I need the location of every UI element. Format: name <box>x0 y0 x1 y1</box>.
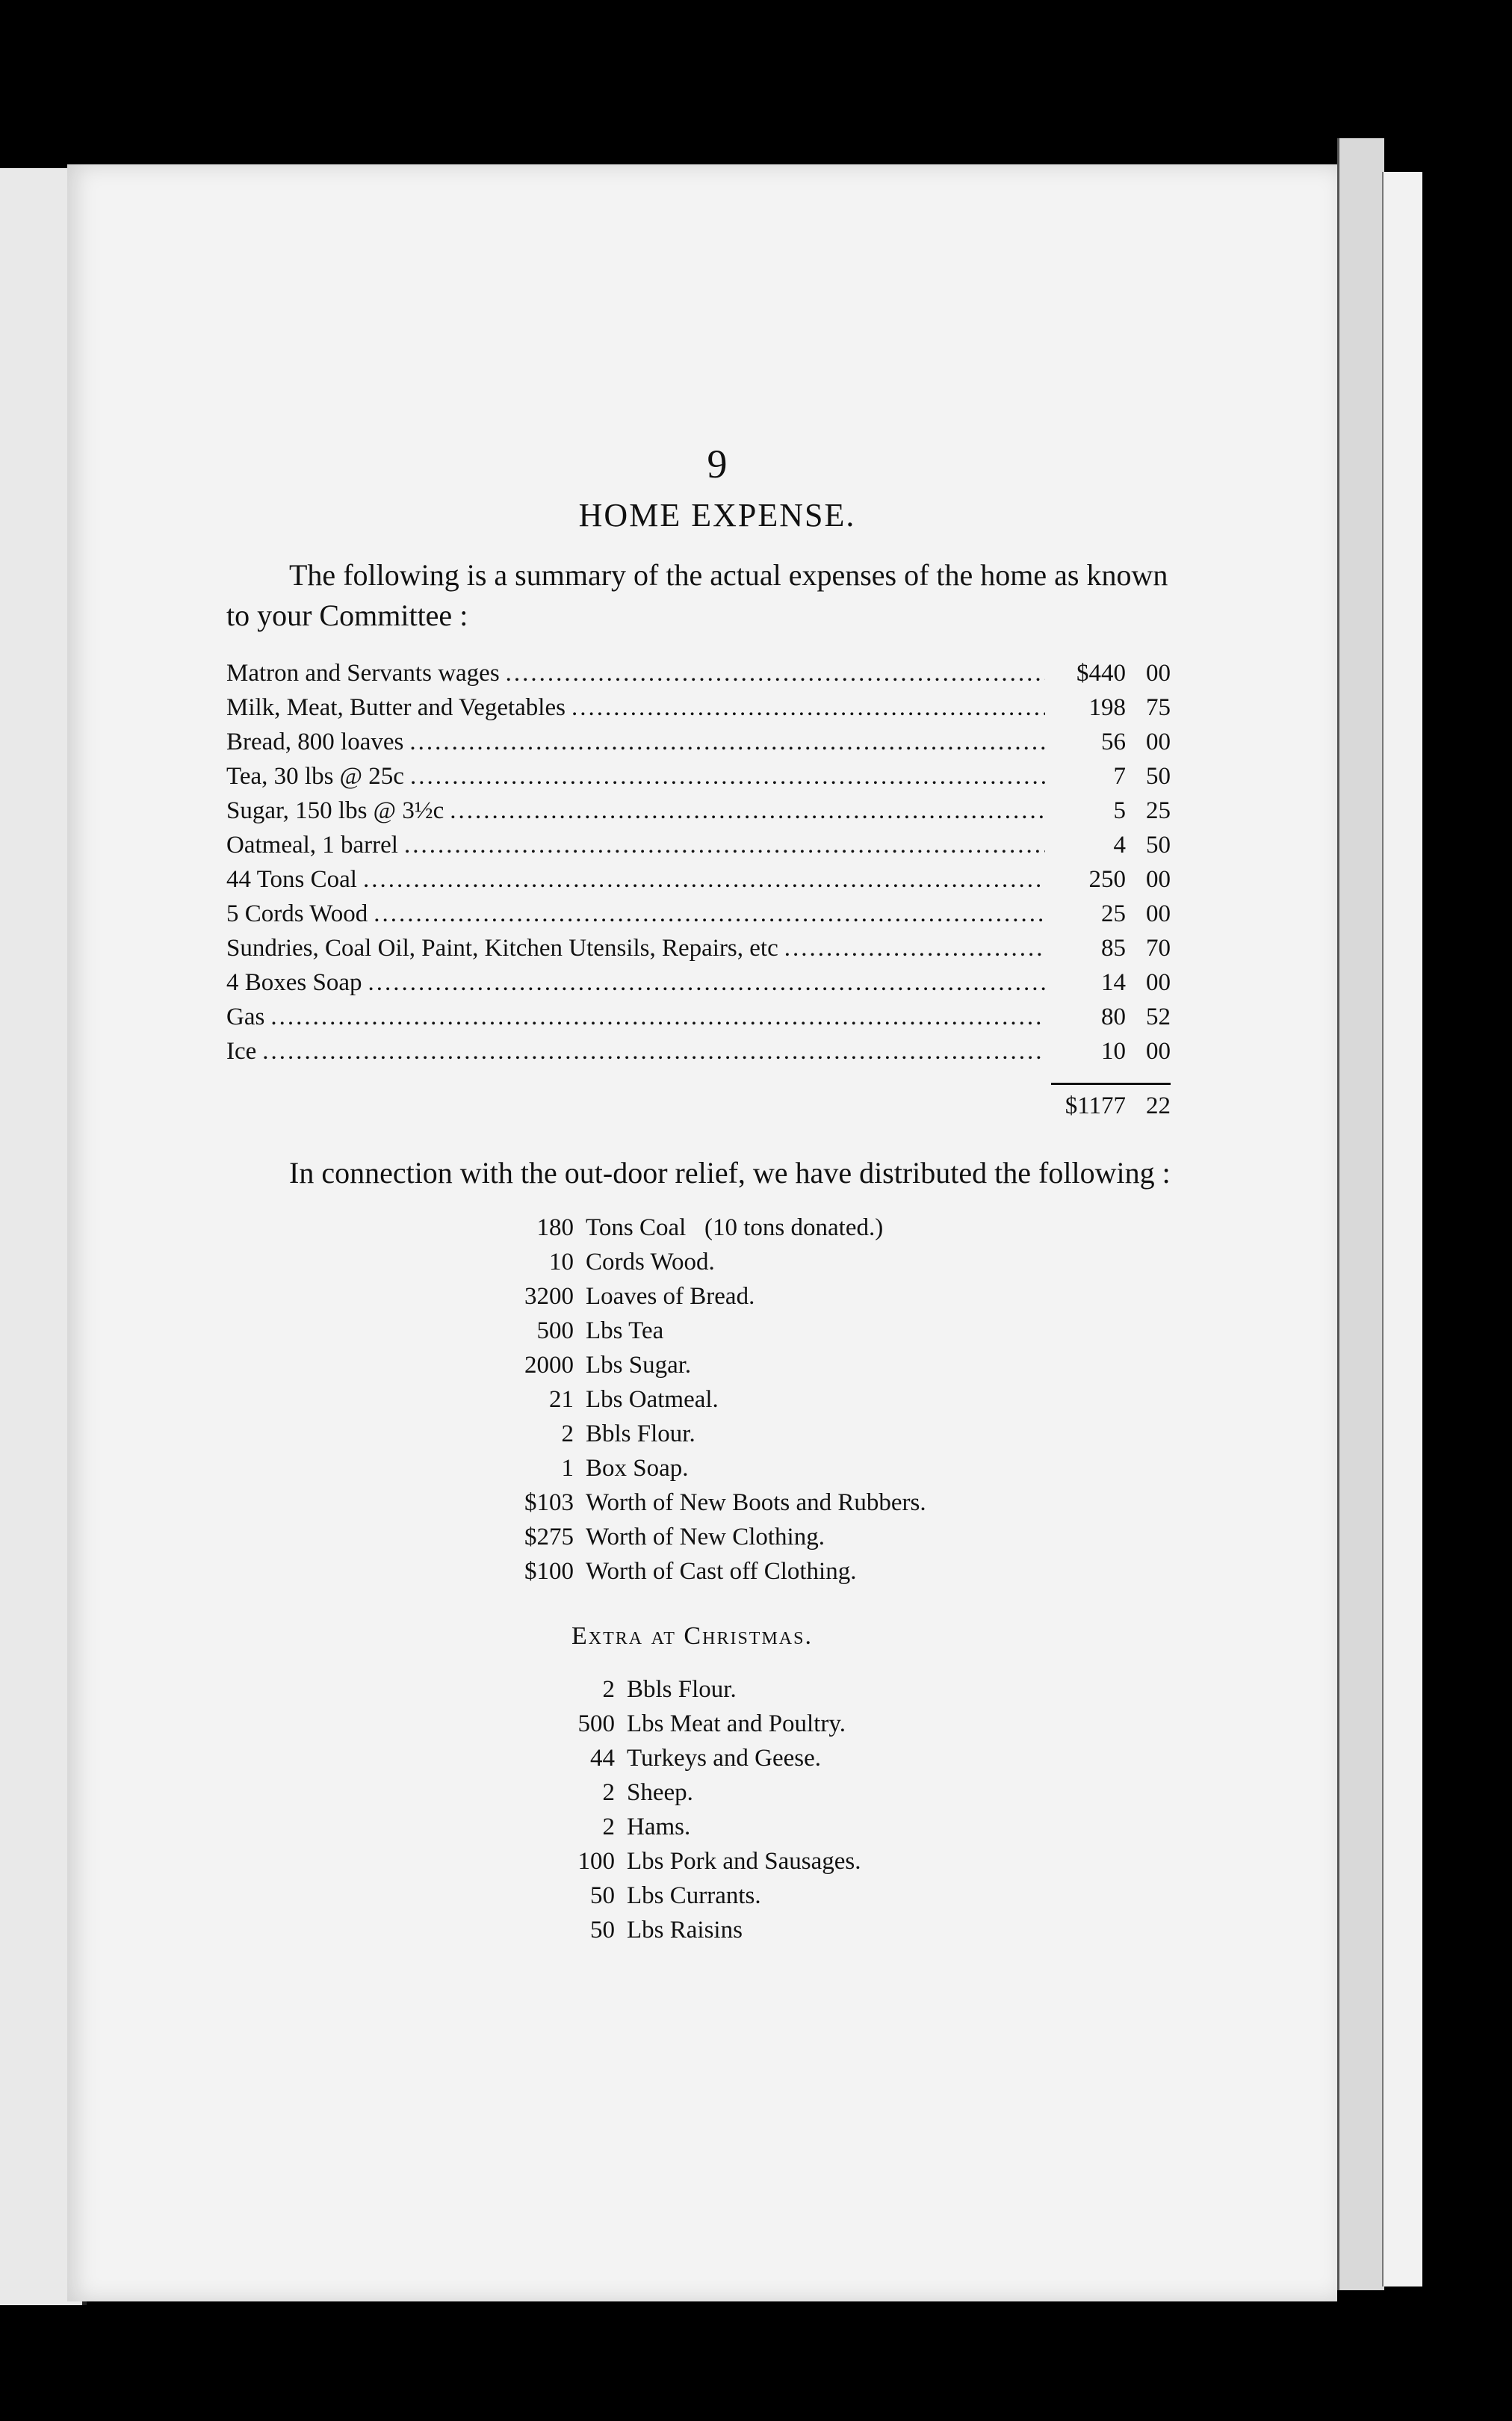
expense-label: Sundries, Coal Oil, Paint, Kitchen Utensils, Repairs, etc <box>226 935 778 962</box>
expense-label: Gas <box>226 1004 265 1030</box>
christmas-item: Lbs Currants. <box>627 1882 761 1909</box>
expense-row <box>226 900 1171 935</box>
expense-dollars: 85 <box>1101 935 1126 962</box>
christmas-qty: 2 <box>602 1814 615 1840</box>
relief-qty: 21 <box>549 1386 574 1413</box>
leader-dots <box>262 1038 1045 1066</box>
christmas-row <box>540 1745 1171 1779</box>
relief-qty: 10 <box>549 1249 574 1276</box>
relief-row <box>473 1214 1171 1249</box>
relief-item: Lbs Oatmeal. <box>586 1386 719 1413</box>
total-rule <box>1051 1083 1171 1120</box>
leader-dots <box>409 729 1045 756</box>
expense-cents: 50 <box>1146 763 1171 790</box>
leader-dots <box>363 866 1045 894</box>
expense-label: Tea, 30 lbs @ 25c <box>226 763 404 790</box>
expense-row <box>226 1004 1171 1038</box>
expense-dollars: 14 <box>1101 969 1126 996</box>
expense-cents: 00 <box>1146 729 1171 755</box>
leader-dots <box>404 832 1045 859</box>
relief-item: Lbs Sugar. <box>586 1352 692 1379</box>
christmas-qty: 44 <box>590 1745 615 1772</box>
relief-qty: 180 <box>536 1214 574 1241</box>
expense-cents: 52 <box>1146 1004 1171 1030</box>
intro-paragraph: The following is a summary of the actual expenses of the home as known to your Committee : <box>226 558 1168 632</box>
christmas-item: Lbs Meat and Poultry. <box>627 1710 846 1737</box>
relief-qty: $100 <box>524 1558 574 1585</box>
relief-item: Worth of New Clothing. <box>586 1524 825 1550</box>
expense-row <box>226 969 1171 1004</box>
relief-row <box>473 1455 1171 1489</box>
expense-dollars: 7 <box>1113 763 1126 790</box>
relief-row <box>473 1317 1171 1352</box>
expense-label: Bread, 800 loaves <box>226 729 404 755</box>
relief-paragraph: In connection with the out-door relief, we have distributed the following : <box>289 1156 1171 1190</box>
expense-dollars: $440 <box>1076 660 1126 687</box>
christmas-qty: 50 <box>590 1882 615 1909</box>
leader-dots <box>374 900 1045 928</box>
expense-cents: 00 <box>1146 969 1171 996</box>
leader-dots <box>368 969 1046 997</box>
expense-cents: 25 <box>1146 797 1171 824</box>
christmas-row <box>540 1814 1171 1848</box>
christmas-row <box>540 1710 1171 1745</box>
christmas-qty: 500 <box>577 1710 615 1737</box>
expense-row <box>226 660 1171 694</box>
expense-cents: 00 <box>1146 660 1171 687</box>
christmas-row <box>540 1779 1171 1814</box>
expense-row <box>226 694 1171 729</box>
expense-row <box>226 763 1171 797</box>
relief-row <box>473 1558 1171 1592</box>
relief-item: Loaves of Bread. <box>586 1283 755 1310</box>
christmas-item: Turkeys and Geese. <box>627 1745 821 1772</box>
christmas-item: Lbs Raisins <box>627 1917 743 1944</box>
expense-label: Ice <box>226 1038 257 1065</box>
relief-item: Cords Wood. <box>586 1249 715 1276</box>
relief-item: Worth of Cast off Clothing. <box>586 1558 857 1585</box>
expense-list <box>226 660 1171 1072</box>
christmas-row <box>540 1917 1171 1951</box>
relief-row <box>473 1386 1171 1420</box>
relief-qty: $275 <box>524 1524 574 1550</box>
expense-row <box>226 832 1171 866</box>
expense-label: 44 Tons Coal <box>226 866 357 893</box>
leader-dots <box>410 763 1045 791</box>
relief-qty: 2 <box>561 1420 574 1447</box>
relief-qty: 500 <box>536 1317 574 1344</box>
expense-total <box>226 1083 1171 1120</box>
section-title: HOME EXPENSE. <box>578 497 856 534</box>
expense-cents: 75 <box>1146 694 1171 721</box>
relief-row <box>473 1489 1171 1524</box>
expense-row <box>226 729 1171 763</box>
expense-dollars: 10 <box>1101 1038 1126 1065</box>
relief-qty: 3200 <box>524 1283 574 1310</box>
expense-dollars: 25 <box>1101 900 1126 927</box>
expense-row <box>226 797 1171 832</box>
expense-label: 5 Cords Wood <box>226 900 368 927</box>
relief-list <box>473 1214 1171 1592</box>
relief-row <box>473 1283 1171 1317</box>
total-cents: 22 <box>1146 1092 1171 1119</box>
expense-cents: 00 <box>1146 1038 1171 1065</box>
expense-label: Sugar, 150 lbs @ 3½c <box>226 797 444 824</box>
expense-label: Milk, Meat, Butter and Vegetables <box>226 694 566 721</box>
christmas-row <box>540 1676 1171 1710</box>
expense-cents: 70 <box>1146 935 1171 962</box>
christmas-qty: 2 <box>602 1779 615 1806</box>
expense-dollars: 5 <box>1113 797 1126 824</box>
expense-label: 4 Boxes Soap <box>226 969 362 996</box>
relief-row <box>473 1524 1171 1558</box>
expense-dollars: 4 <box>1113 832 1126 859</box>
christmas-qty: 2 <box>602 1676 615 1703</box>
relief-qty: 1 <box>561 1455 574 1482</box>
christmas-qty: 50 <box>590 1917 615 1944</box>
leader-dots <box>450 797 1045 825</box>
document-page <box>67 164 1337 2301</box>
expense-cents: 50 <box>1146 832 1171 859</box>
expense-dollars: 80 <box>1101 1004 1126 1030</box>
christmas-item: Sheep. <box>627 1779 693 1806</box>
relief-qty: $103 <box>524 1489 574 1516</box>
page-number: 9 <box>707 442 728 486</box>
expense-row <box>226 935 1171 969</box>
expense-cents: 00 <box>1146 900 1171 927</box>
total-dollars: $1177 <box>1065 1092 1126 1119</box>
expense-dollars: 56 <box>1101 729 1126 755</box>
expense-label: Matron and Servants wages <box>226 660 500 687</box>
relief-item: Box Soap. <box>586 1455 689 1482</box>
leader-dots <box>571 694 1045 722</box>
christmas-row <box>540 1882 1171 1917</box>
next-page-edge-outer <box>1382 172 1422 2286</box>
expense-dollars: 198 <box>1088 694 1126 721</box>
page-content <box>226 441 1171 1951</box>
christmas-qty: 100 <box>577 1848 615 1875</box>
leader-dots <box>784 935 1045 962</box>
expense-row <box>226 866 1171 900</box>
expense-dollars: 250 <box>1088 866 1126 893</box>
relief-item: Tons Coal (10 tons donated.) <box>586 1214 884 1241</box>
christmas-list <box>540 1676 1171 1951</box>
relief-row <box>473 1352 1171 1386</box>
relief-item: Bbls Flour. <box>586 1420 695 1447</box>
next-page-edge <box>1337 138 1384 2290</box>
christmas-heading: Extra at Christmas. <box>571 1622 813 1650</box>
relief-item: Lbs Tea <box>586 1317 664 1344</box>
expense-cents: 00 <box>1146 866 1171 893</box>
christmas-item: Lbs Pork and Sausages. <box>627 1848 861 1875</box>
expense-label: Oatmeal, 1 barrel <box>226 832 398 859</box>
relief-row <box>473 1420 1171 1455</box>
christmas-item: Hams. <box>627 1814 691 1840</box>
christmas-item: Bbls Flour. <box>627 1676 737 1703</box>
relief-row <box>473 1249 1171 1283</box>
relief-item: Worth of New Boots and Rubbers. <box>586 1489 926 1516</box>
expense-row <box>226 1038 1171 1072</box>
christmas-row <box>540 1848 1171 1882</box>
leader-dots <box>270 1004 1045 1031</box>
leader-dots <box>506 660 1045 687</box>
relief-qty: 2000 <box>524 1352 574 1379</box>
